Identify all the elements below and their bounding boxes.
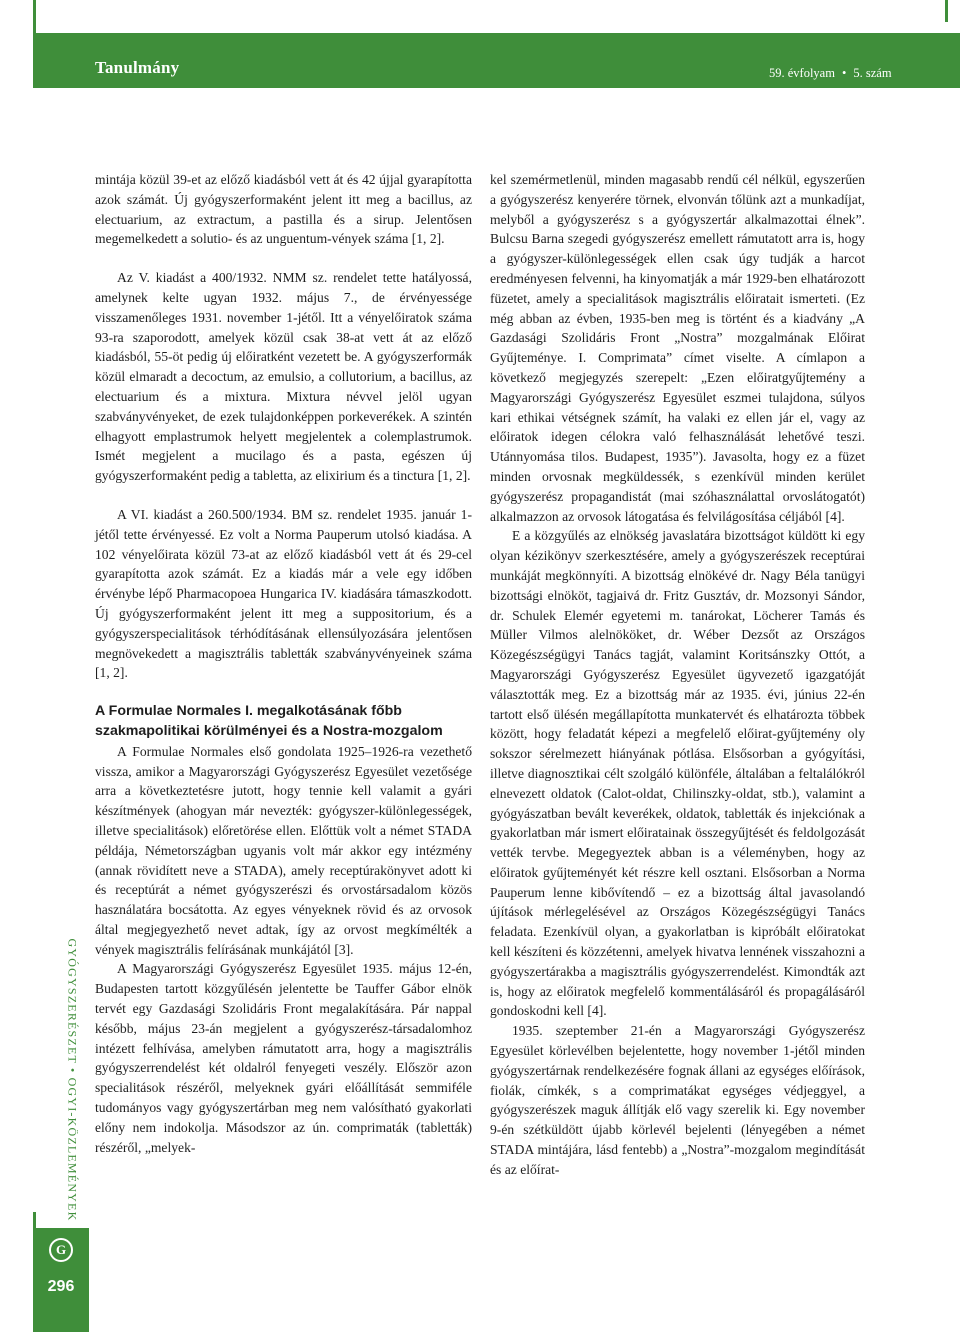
left-paragraph: Az V. kiadást a 400/1932. NMM sz. rendelet tette hatályossá, amelynek kelte ugyan 1932. május 7., de érvényessége visszamenőleges 1931. november 1-jétől. Itt a vényelőiratok száma 93-ra szaporodott, amelyek közül csak 38-at vett át az előző kiadásból, 55-öt pedig új előiratként vezetett be. A gyógyszerformák közül elmaradt a decoctum, az emulsio, a collutorium, a bacillus, az electuarium és a mixtura. Mixtura névvel jelöl ugyan szabványvényeket, de ezek tulajdonképpen porkeverékek. A szintén elhagyott emplastrumok helyett megjelentek a colemplastrumok. Ismét megjelent a mucilago és a pasta, egészen új gyógyszerformaként pedig a tabletta, az elixirium és a tinctura [1, 2].	[95, 270, 472, 484]
issue-label: 5. szám	[853, 66, 892, 80]
journal-logo-icon: G	[49, 1238, 73, 1262]
decorative-rule-top	[33, 0, 36, 34]
left-paragraph: A VI. kiadást a 260.500/1934. BM sz. rendelet 1935. január 1-jétől tette érvényessé. Ez volt a Norma Pauperum utolsó kiadása. A 102 vényelőirata közül 73-at az előző kiadásból vett át és 29-cel gyarapította azok számát. Ez a kiadás már a vele egy időben érvénybe lépő Pharmacopoea Hungarica IV. kiadására támaszkodott. Új gyógyszerformaként jelent itt meg a suppositorium, és a gyógyszerspecialitások térhódításának ellensúlyozására jelentősen megnövekedett a magisztrális tabletták szabványvényeinek száma [1, 2].	[95, 506, 472, 681]
volume-label: 59. évfolyam	[769, 66, 835, 80]
issue-info	[769, 66, 892, 81]
issue-separator: •	[841, 66, 847, 80]
left-paragraph: mintája közül 39-et az előző kiadásból vett át és 42 újjal gyarapította azok számát. Új gyógyszerformaként jelent itt meg a bacillus, az electuarium, az extractum, a pastilla és a sirup. Jelentősen megemelkedett a solutio- és az unguentum-vények száma [1, 2].	[95, 172, 472, 247]
section-title: Tanulmány	[95, 58, 180, 77]
left-column	[95, 170, 472, 1157]
page-number-box	[33, 1228, 89, 1332]
right-column	[490, 170, 865, 1180]
left-paragraph: A Formulae Normales első gondolata 1925–1926-ra vezethető vissza, amikor a Magyarországi Gyógyszerész Egyesület vezetősége arra a következtetésre jutott, hogy tennie kell valamit a gyári készítmények (ahogyan már nevezték: gyógyszer-különlegességek, illetve specialitások) előretörése ellen. Előttük volt a német STADA példája, Németországban ugyanis volt már akkor egy intézmény (annak rövidített neve a STADA), amely receptúrakönyvet adott ki és receptúrát a német gyógyszerészi és orvostársadalom közös használatára bocsátotta. Az egyes vényeknek rövid és az orvosok által megjegyezhető nevet adtak, így az orvost megkímélték a vények magisztrális felírásának munkájától [3].	[95, 743, 472, 957]
right-paragraph: kel szemérmetlenül, minden magasabb rendű cél nélkül, egyszerűen a gyógyszerész kenyerére törnek, elvonván tőlünk azt a munkadíjat, melyből a gyógyszerész s a gyógyszertár alkalmazottai élnek”. Bulcsu Barna szegedi gyógyszerész emellett rámutatott arra is, hogy a gyógyszer-különlegességek ellen csak úgy tudják a harcot eredményesen felvenni, ha kinyomatják a már 1929-ben elhatározott füzetet, amely a specialitások magisztrális előiratait ismerteti. (Ez még abban az évben, 1935-ben meg is történt és a kiadvány „A Gazdasági Szolidáris Front „Nostra” mozgalmának Előirat Gyűjteménye. I. Comprimata” címet viselte. A címlapon a következő megjegyzés szerepelt: „Ezen előiratgyűjtemény a Magyarországi Gyógyszerész Egyesület eszmei tulajdona, súlyos kari ethikai vétségnek számít, ha valaki ez ellen jár el, vagy az előiratok idegen célokra való felhasználását lehetővé teszi. Utánnyomása tilos. Budapest, 1935”). Javasolta, hogy ez a füzet minden orvosnak megküldessék, s ezenkívül minden kerület gyógyszerész propagandistát (mai szóhasználattal orvoslátogatót) alkalmazzon az orvosok látogatása és felvilágosítása céljából [4].	[490, 172, 865, 524]
decorative-corner-tick	[945, 0, 948, 22]
right-paragraph: 1935. szeptember 21-én a Magyarországi Gyógyszerész Egyesület körlevélben bejelentette, hogy november 1-jétől minden gyógyszertárnak rendelkezésére fognak állani az egységes előírások, fiolák, címkék, s a comprimatákat egységes védjeggyel, a gyógyszerészek maguk állítják elő vagy szerelik ki. Egy november 9-én szétküldött újabb körlevél bejelenti (lényegében a német STADA mintájára, lásd fentebb) a „Nostra”-mozgalom megindítását és az előírat-	[490, 1023, 865, 1177]
page-header	[33, 33, 960, 88]
right-paragraph: E a közgyűlés az elnökség javaslatára bizottságot küldött ki egy olyan kézikönyv szerkesztésére, amely a gyógyszerészek receptúrai munkáját megkönnyíti. A bizottság elnökévé dr. Nagy Béla tanügyi bizottsági elnököt, tagjaivá dr. Fritz Gusztáv, dr. Mozsonyi Sándor, dr. Schulek Elemér egyetemi m. tanárokat, Löcherer Tamás és Müller Vilmos alelnököket, dr. Wéber Dezsőt az Országos Közegészségügyi Tanács tagját, valamint Koritsánszky Ottót, a Magyarországi Gyógyszerész Egyesület ügyvezető igazgatóját választották meg. Ez a bizottság már az 1935. évi, június 22-én tartott első ülésén megállapította munkatervét és elhatározta többek között, hogy feladatát képezi a megfelelő előirat-gyűjtemény oly sokszor sérelmezett hiányának pótlása. Elsősorban a gyógyítási, illetve diagnosztikai célt szolgáló különféle, általában a feltalálókról elnevezett oldatok (Calot-oldat, Chilinszky-oldat, stb.), valamint a gyógyászatban bevált keverékek, oldatok, tabletták és injekciónak a gyakorlatban már ismert előiratainak összegyűjtését és feldolgozását vették tervbe. Megegyeztek abban is a véleményben, hogy az előiratok gyűjteményét két részre kell osztani. Elsősorban a Norma Pauperum lenne kibővítendő – ez a bizottság által javasolandó újítások mérlegelésével az Országos Közegészségügyi Tanács feladata. Ezenkívül olyan, a gyakorlatban is kipróbált előiratokat kell készíteni és közzétenni, amelyek hivatva lennének visszahozni a gyógyszertárakba a magisztrális gyógyszerrendelést. Kimondták azt is, hogy az előiratok megfelelő kommentálásáról és propagálásáról gondoskodni kell [4].	[490, 528, 865, 1019]
section-heading: A Formulae Normales I. megalkotásának főbb szakmapolitikai körülményei és a Nostra-mozgalom	[95, 703, 443, 739]
page-number: 296	[47, 1278, 75, 1295]
journal-sidebar-label: GYÓGYSZERÉSZET • OGYI-KÖZLEMÉNYEK	[65, 938, 80, 1222]
left-paragraph: A Magyarországi Gyógyszerész Egyesület 1935. május 12-én, Budapesten tartott közgyűlésén jelentette be Tauffer Gábor elnök tervét egy Gazdasági Szolidáris Front megalakítására. Pár nappal később, május 23-án megjelent a gyógyszerész-társadalomhoz intézett felhívása, amelyben rámutatott arra, hogy a magisztrális gyógyszerrendelést két oldalról fenyegeti veszély. Először azon specialitások részéről, melyeknek gyári előállítását semmiféle tudományos vagy gyógyszertárban meg nem valósítható gyakorlati előny nem indokolja. Másodszor az ún. comprimaták (tabletták) részéről, „melyek-	[95, 961, 472, 1155]
